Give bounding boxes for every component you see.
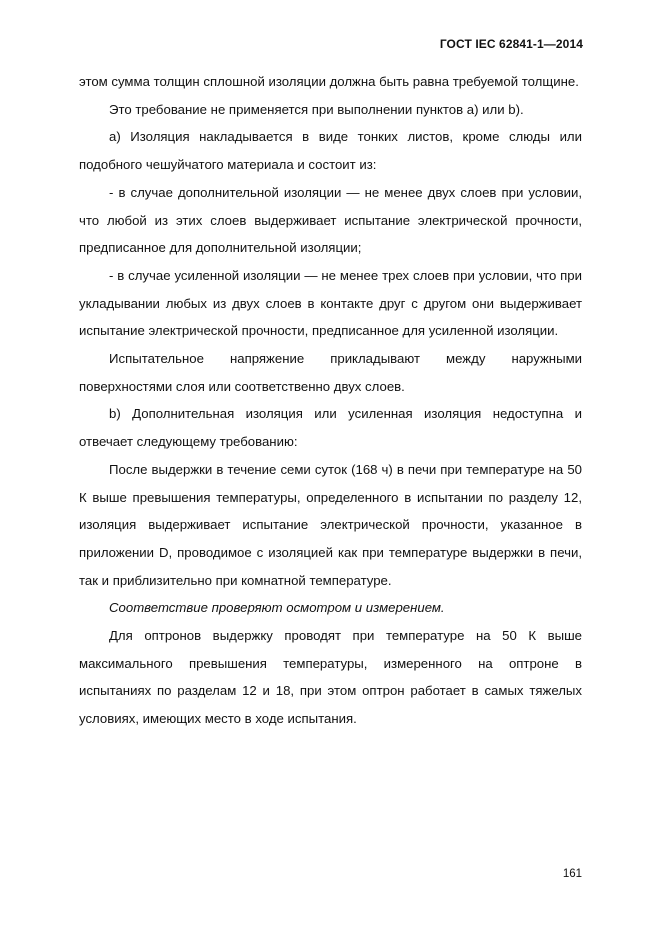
paragraph-exception: Это требование не применяется при выполнении пунктов а) или b). <box>109 101 524 117</box>
paragraph-reinforced-insulation: - в случае усиленной изоляции — не менее трех слоев при условии, что при укладывании любых из двух слоев в контакте друг с другом они выдерживает испытание электрической прочности, предписанное для усиленной изоляции. <box>79 267 582 339</box>
paragraph-continuation: этом сумма толщин сплошной изоляции должна быть равна требуемой толщине. <box>79 74 579 89</box>
paragraph-item-b: b) Дополнительная изоляция или усиленная изоляция недоступна и отвечает следующему требованию: <box>79 406 582 450</box>
page-number: 161 <box>562 868 582 880</box>
paragraph-oven-conditioning: После выдержки в течение семи суток (168 ч) в печи при температуре на 50 К выше превышения температуры, определенного в испытании по разделу 12, изоляция выдерживает испытание электрической прочности, указанное в приложении D, проводимое с изоляцией как при температуре выдержки в печи, так и приблизительно при комнатной температуре. <box>79 461 582 588</box>
document-body <box>79 68 582 733</box>
paragraph-test-voltage: Испытательное напряжение прикладывают между наружными поверхностями слоя или соответственно двух слоев. <box>79 351 582 394</box>
paragraph-optocouplers: Для оптронов выдержку проводят при температуре на 50 К выше максимального превышения температуры, измеренного на оптроне в испытаниях по разделам 12 и 18, при этом оптрон работает в самых тяжелых условиях, имеющих место в ходе испытания. <box>79 628 582 727</box>
document-header: ГОСТ IEC 62841-1—2014 <box>439 37 583 51</box>
paragraph-item-a: а) Изоляция накладывается в виде тонких листов, кроме слюды или подобного чешуйчатого материала и состоит из: <box>79 129 582 173</box>
paragraph-supplementary-insulation: - в случае дополнительной изоляции — не менее двух слоев при условии, что любой из этих слоев выдерживает испытание электрической прочности, предписанное для дополнительной изоляции; <box>79 184 582 256</box>
paragraph-compliance-check: Соответствие проверяют осмотром и измерением. <box>109 600 445 616</box>
